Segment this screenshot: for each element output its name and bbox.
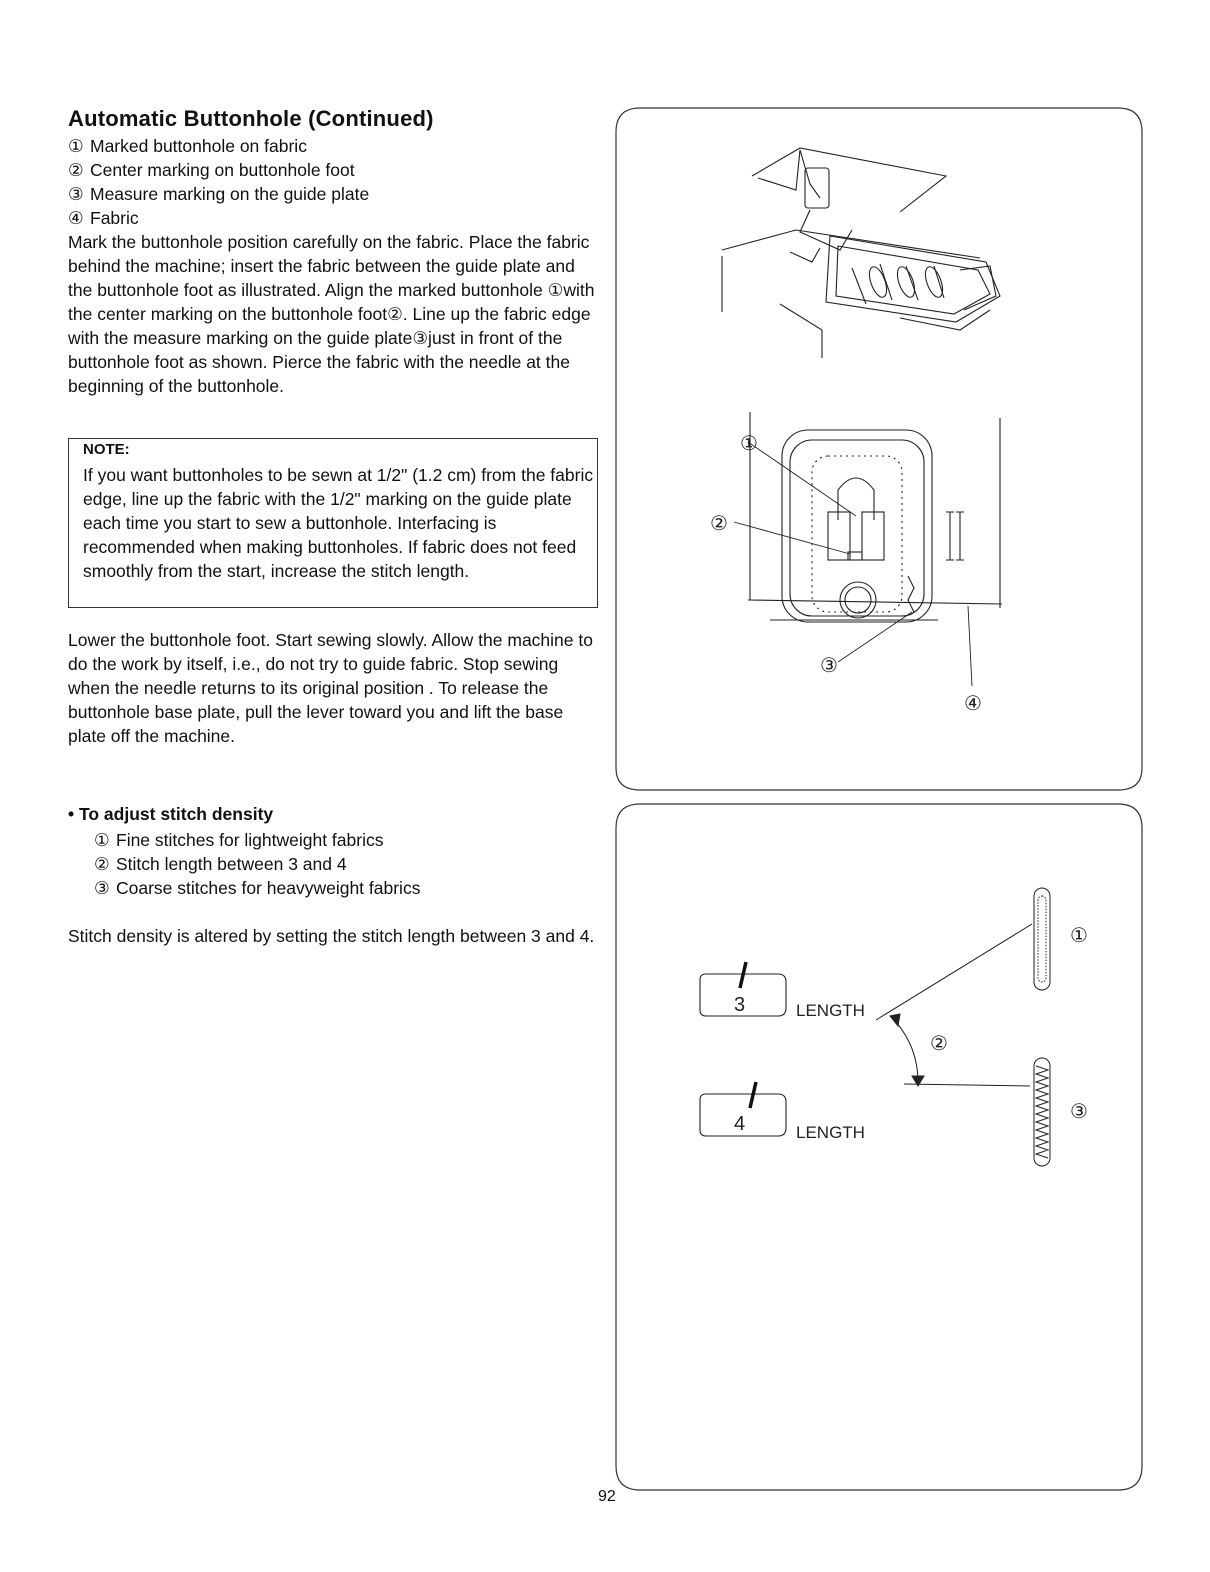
density-paragraph: Stitch density is altered by setting the stitch length between 3 and 4. bbox=[68, 926, 595, 946]
dial-value-3: 3 bbox=[734, 994, 746, 1016]
foot-detail bbox=[748, 412, 1002, 622]
sewing-paragraph: Lower the buttonhole foot. Start sewing slowly. Allow the machine to do the work by itself, i.e., do not try to guide fabric. Stop sewing when the needle returns to its original position . To release the buttonhole base plate, pull the lever toward you and lift the base plate off the machine. bbox=[68, 630, 593, 746]
legend-number: ③ bbox=[68, 184, 84, 204]
density-heading: • To adjust stitch density bbox=[68, 804, 274, 824]
dial-label-length: LENGTH bbox=[796, 1123, 865, 1142]
legend-text: Center marking on buttonhole foot bbox=[90, 160, 355, 180]
density-number: ① bbox=[94, 830, 110, 850]
length-dial-3 bbox=[700, 962, 865, 1020]
legend-number: ④ bbox=[68, 208, 84, 228]
dial-label-length: LENGTH bbox=[796, 1001, 865, 1020]
machine-illustration bbox=[722, 148, 1000, 358]
legend-text: Marked buttonhole on fabric bbox=[90, 136, 307, 156]
figure-1-frame bbox=[616, 108, 1142, 790]
callout-3: ③ bbox=[1070, 1101, 1088, 1123]
figure-2-callouts bbox=[930, 925, 1088, 1123]
dial-value-4: 4 bbox=[734, 1113, 746, 1135]
callout-2: ② bbox=[710, 513, 728, 535]
callout-2: ② bbox=[930, 1033, 948, 1055]
density-number: ② bbox=[94, 854, 110, 874]
page-number: 92 bbox=[598, 1488, 616, 1505]
density-text: Coarse stitches for heavyweight fabrics bbox=[116, 878, 421, 898]
legend-text: Measure marking on the guide plate bbox=[90, 184, 370, 204]
section-title: Automatic Buttonhole (Continued) bbox=[68, 106, 434, 131]
fine-stitch-buttonhole bbox=[1034, 888, 1050, 990]
figure-1-callouts bbox=[710, 433, 982, 715]
density-text: Fine stitches for lightweight fabrics bbox=[116, 830, 384, 850]
coarse-stitch-buttonhole bbox=[1034, 1058, 1050, 1166]
callout-3: ③ bbox=[820, 655, 838, 677]
density-number: ③ bbox=[94, 878, 110, 898]
legend-text: Fabric bbox=[90, 208, 139, 228]
callout-4: ④ bbox=[964, 693, 982, 715]
callout-1: ① bbox=[740, 433, 758, 455]
instructions-paragraph: Mark the buttonhole position carefully on the fabric. Place the fabric behind the machine; insert the fabric between the guide plate and the buttonhole foot as illustrated. Align the marked buttonhole ①with the center marking on the buttonhole foot②. Line up the fabric edge with the measure marking on the guide plate③just in front of the buttonhole foot as shown. Pierce the fabric with the needle at the beginning of the buttonhole. bbox=[68, 232, 595, 396]
note-text: If you want buttonholes to be sewn at 1/2" (1.2 cm) from the fabric edge, line up the fabric with the 1/2" marking on the guide plate each time you start to sew a buttonhole. Interfacing is recommended when making buttonholes. If fabric does not feed smoothly from the start, increase the stitch length. bbox=[83, 465, 594, 581]
figure-2-frame bbox=[616, 804, 1142, 1490]
callout-1: ① bbox=[1070, 925, 1088, 947]
legend-number: ① bbox=[68, 136, 84, 156]
density-text: Stitch length between 3 and 4 bbox=[116, 854, 347, 874]
note-label: NOTE: bbox=[83, 441, 130, 458]
length-dial-4 bbox=[700, 1082, 865, 1142]
legend-number: ② bbox=[68, 160, 84, 180]
figure-2-leaders bbox=[876, 924, 1032, 1086]
